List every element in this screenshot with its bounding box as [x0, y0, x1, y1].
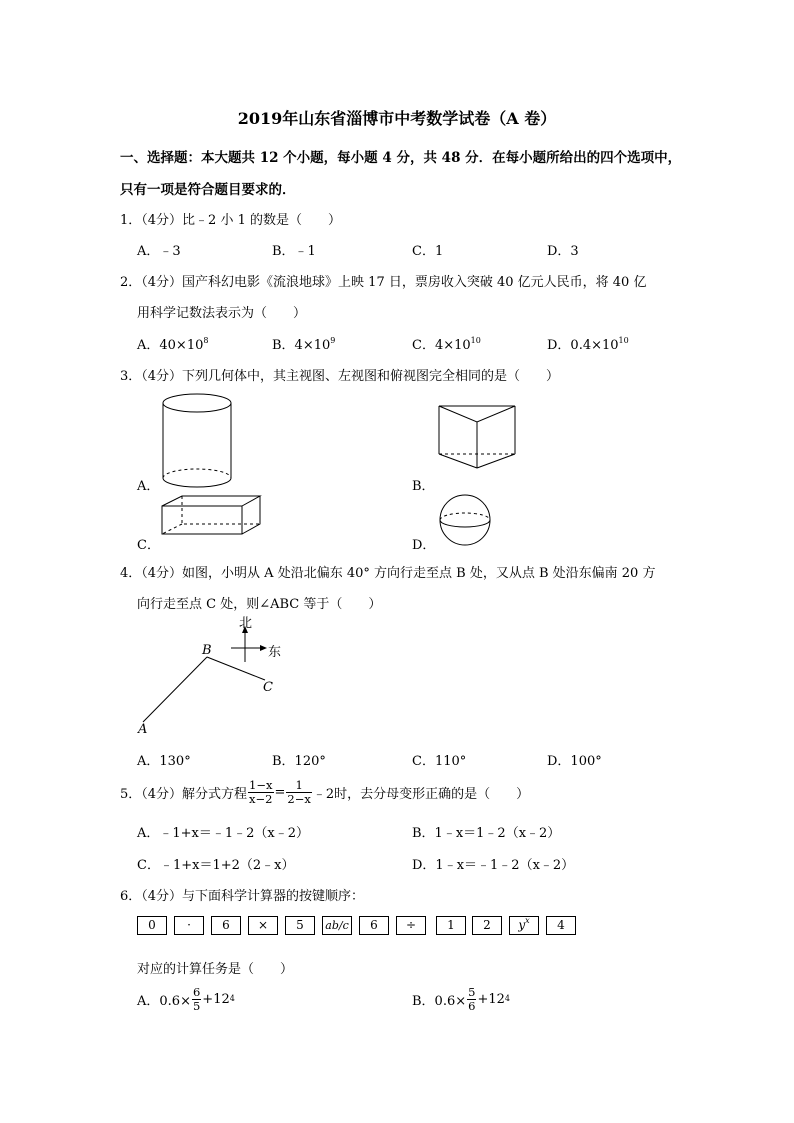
- sphere-figure: [437, 494, 493, 546]
- q5-option-d: D．1﹣x＝﹣1﹣2（x﹣2）: [412, 858, 575, 873]
- calc-key: ×: [248, 916, 278, 935]
- calc-key: ·: [174, 916, 204, 935]
- q1-option-c: C．1: [412, 244, 444, 259]
- q5-option-b: B．1﹣x＝1﹣2（x﹣2）: [412, 826, 561, 841]
- q2-stem-line2: 用科学记数法表示为（ ）: [137, 306, 307, 321]
- calc-key-power: $y^x$: [509, 916, 539, 935]
- q5-stem: 5．（4分）解分式方程 $\frac{1-x}{x-2}$ = $\frac{1}{2-x}$ ﹣2时，去分母变形正确的是（ ）: [120, 778, 530, 806]
- east-label: 东: [268, 645, 282, 660]
- cuboid-figure: [160, 494, 265, 539]
- calc-key: 5: [285, 916, 315, 935]
- q3-option-d: D．: [412, 538, 436, 553]
- q2-option-d: D．$0.4\times 10^{10}$: [547, 336, 629, 353]
- north-label: 北: [239, 616, 253, 631]
- calc-key: ÷: [396, 916, 426, 935]
- q1-option-a: A．﹣3: [137, 244, 181, 259]
- calc-key: ab/c: [322, 916, 352, 935]
- q5-fraction-right: $\frac{1}{2-x}$: [287, 778, 311, 806]
- direction-diagram: [135, 612, 295, 742]
- cylinder-figure: [160, 392, 235, 492]
- q4-option-c: C．110°: [412, 754, 467, 769]
- q6-stem: 6．（4分）与下面科学计算器的按键顺序：: [120, 889, 365, 904]
- q6-option-b: B．0.6× $\frac{5}{6}$ +12 4: [412, 985, 510, 1013]
- section-heading-line1: 一、选择题：本大题共 12 个小题，每小题 4 分，共 48 分．在每小题所给出的四个选项中，: [120, 150, 682, 166]
- q6-task: 对应的计算任务是（ ）: [137, 962, 294, 977]
- point-b-label: B: [202, 643, 212, 658]
- q3-option-a: A．: [137, 479, 160, 494]
- q4-stem-line1: 4．（4分）如图，小明从 A 处沿北偏东 40° 方向行走至点 B 处，又从点 B 处沿东偏南 20 方: [120, 566, 656, 581]
- q2-stem-line1: 2．（4分）国产科幻电影《流浪地球》上映 17 日，票房收入突破 40 亿元人民币，将 40 亿: [120, 275, 647, 290]
- q3-option-b: B．: [412, 479, 435, 494]
- q5-fraction-left: $\frac{1-x}{x-2}$: [249, 778, 273, 806]
- q4-option-d: D．100°: [547, 754, 602, 769]
- q5-option-c: C．﹣1+x＝1+2（2﹣x）: [137, 858, 295, 873]
- q1-stem: 1．（4分）比﹣2 小 1 的数是（ ）: [120, 213, 341, 228]
- page-title: 2019年山东省淄博市中考数学试卷（A 卷）: [237, 109, 557, 128]
- calc-key: 6: [359, 916, 389, 935]
- calc-key: 6: [211, 916, 241, 935]
- calc-key: 1: [436, 916, 466, 935]
- q5-option-a: A．﹣1+x＝﹣1﹣2（x﹣2）: [137, 826, 310, 841]
- q3-option-c: C．: [137, 538, 160, 553]
- point-a-label: A: [138, 722, 148, 737]
- q4-option-a: A．130°: [137, 754, 191, 769]
- point-c-label: C: [263, 680, 273, 695]
- q6-option-a: A．0.6× $\frac{6}{5}$ +12 4: [137, 985, 235, 1013]
- q1-option-d: D．3: [547, 244, 579, 259]
- calc-key: 2: [472, 916, 502, 935]
- q2-option-b: B．$4\times 10^9$: [272, 336, 336, 353]
- calc-key: 0: [137, 916, 167, 935]
- section-heading-line2: 只有一项是符合题目要求的．: [120, 182, 296, 198]
- q4-option-b: B．120°: [272, 754, 326, 769]
- calc-key: 4: [546, 916, 576, 935]
- q2-option-c: C．$4\times 10^{10}$: [412, 336, 481, 353]
- q4-stem-line2: 向行走至点 C 处，则∠ABC 等于（ ）: [137, 597, 382, 612]
- q3-stem: 3．（4分）下列几何体中，其主视图、左视图和俯视图完全相同的是（ ）: [120, 369, 560, 384]
- triangular-prism-figure: [435, 404, 520, 474]
- q2-option-a: A．$40\times 10^8$: [137, 336, 209, 353]
- q1-option-b: B．﹣1: [272, 244, 316, 259]
